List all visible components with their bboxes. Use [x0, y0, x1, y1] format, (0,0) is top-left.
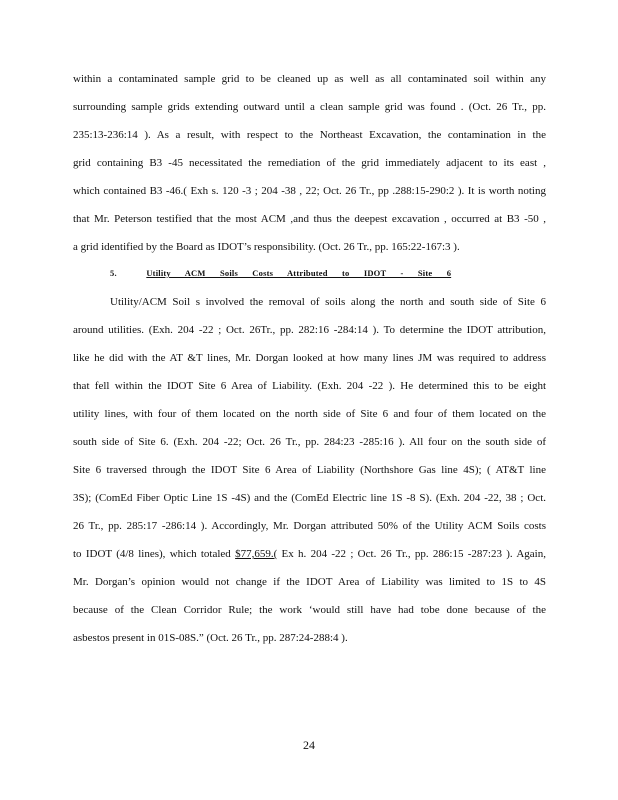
page-number: 24 — [303, 738, 315, 752]
line-text: Ex h. 204 -22 ; Oct. 26 Tr., pp. 286:15 -287:23 ). Again, — [277, 548, 546, 560]
paragraph-line: a grid identified by the Board as IDOT’s responsibility. (Oct. 26 Tr., pp. 165:22-167:3 ). — [73, 241, 460, 253]
paragraph-line — [73, 547, 546, 561]
section-heading — [110, 268, 451, 278]
section-number: 5. — [110, 268, 117, 278]
paragraph-line: like he did with the AT &T lines, Mr. Dorgan looked at how many lines JM was required to address — [73, 352, 546, 364]
paragraph-line: 235:13-236:14 ). As a result, with respect to the Northeast Excavation, the contamination in the — [73, 129, 546, 141]
paragraph-line: around utilities. (Exh. 204 -22 ; Oct. 26Tr., pp. 282:16 -284:14 ). To determine the IDOT attribution, — [73, 324, 546, 336]
paragraph-line: that Mr. Peterson testified that the most ACM ,and thus the deepest excavation , occurred at B3 -50 , — [73, 213, 546, 225]
paragraph-line: south side of Site 6. (Exh. 204 -22; Oct. 26 Tr., pp. 284:23 -285:16 ). All four on the south side of — [73, 436, 546, 448]
paragraph-line: because of the Clean Corridor Rule; the work ‘would still have had tobe done because of the — [73, 604, 546, 616]
paragraph-line: grid containing B3 -45 necessitated the remediation of the grid immediately adjacent to its east , — [73, 157, 546, 169]
paragraph-line: 3S); (ComEd Fiber Optic Line 1S -4S) and the (ComEd Electric line 1S -8 S). (Exh. 204 -22, 38 ; Oct. — [73, 492, 546, 504]
paragraph-line: which contained B3 -46.( Exh s. 120 -3 ; 204 -38 , 22; Oct. 26 Tr., pp .288:15-290:2 ). It is worth noting — [73, 185, 546, 197]
paragraph-line: surrounding sample grids extending outward until a clean sample grid was found . (Oct. 26 Tr., pp. — [73, 101, 546, 113]
paragraph-line: 26 Tr., pp. 285:17 -286:14 ). Accordingly, Mr. Dorgan attributed 50% of the Utility ACM Soils costs — [73, 520, 546, 532]
paragraph-line: Mr. Dorgan’s opinion would not change if the IDOT Area of Liability was limited to 1S to 4S — [73, 576, 546, 588]
paragraph-line: asbestos present in 01S-08S.” (Oct. 26 Tr., pp. 287:24-288:4 ). — [73, 632, 348, 644]
paragraph-line: within a contaminated sample grid to be cleaned up as well as all contaminated soil within any — [73, 73, 546, 85]
line-text: to IDOT (4/8 lines), which totaled — [73, 548, 236, 560]
underlined-amount: $77,659.( — [235, 548, 278, 560]
paragraph-line: Utility/ACM Soil s involved the removal of soils along the north and south side of Site 6 — [110, 296, 546, 308]
section-title: Utility ACM Soils Costs Attributed to IDOT - Site 6 — [146, 268, 452, 278]
paragraph-line: that fell within the IDOT Site 6 Area of Liability. (Exh. 204 -22 ). He determined this to be eight — [73, 380, 546, 392]
paragraph-line: Site 6 traversed through the IDOT Site 6 Area of Liability (Northshore Gas line 4S); ( AT&T line — [73, 464, 546, 476]
paragraph-line: utility lines, with four of them located on the north side of Site 6 and four of them located on the — [73, 408, 546, 420]
